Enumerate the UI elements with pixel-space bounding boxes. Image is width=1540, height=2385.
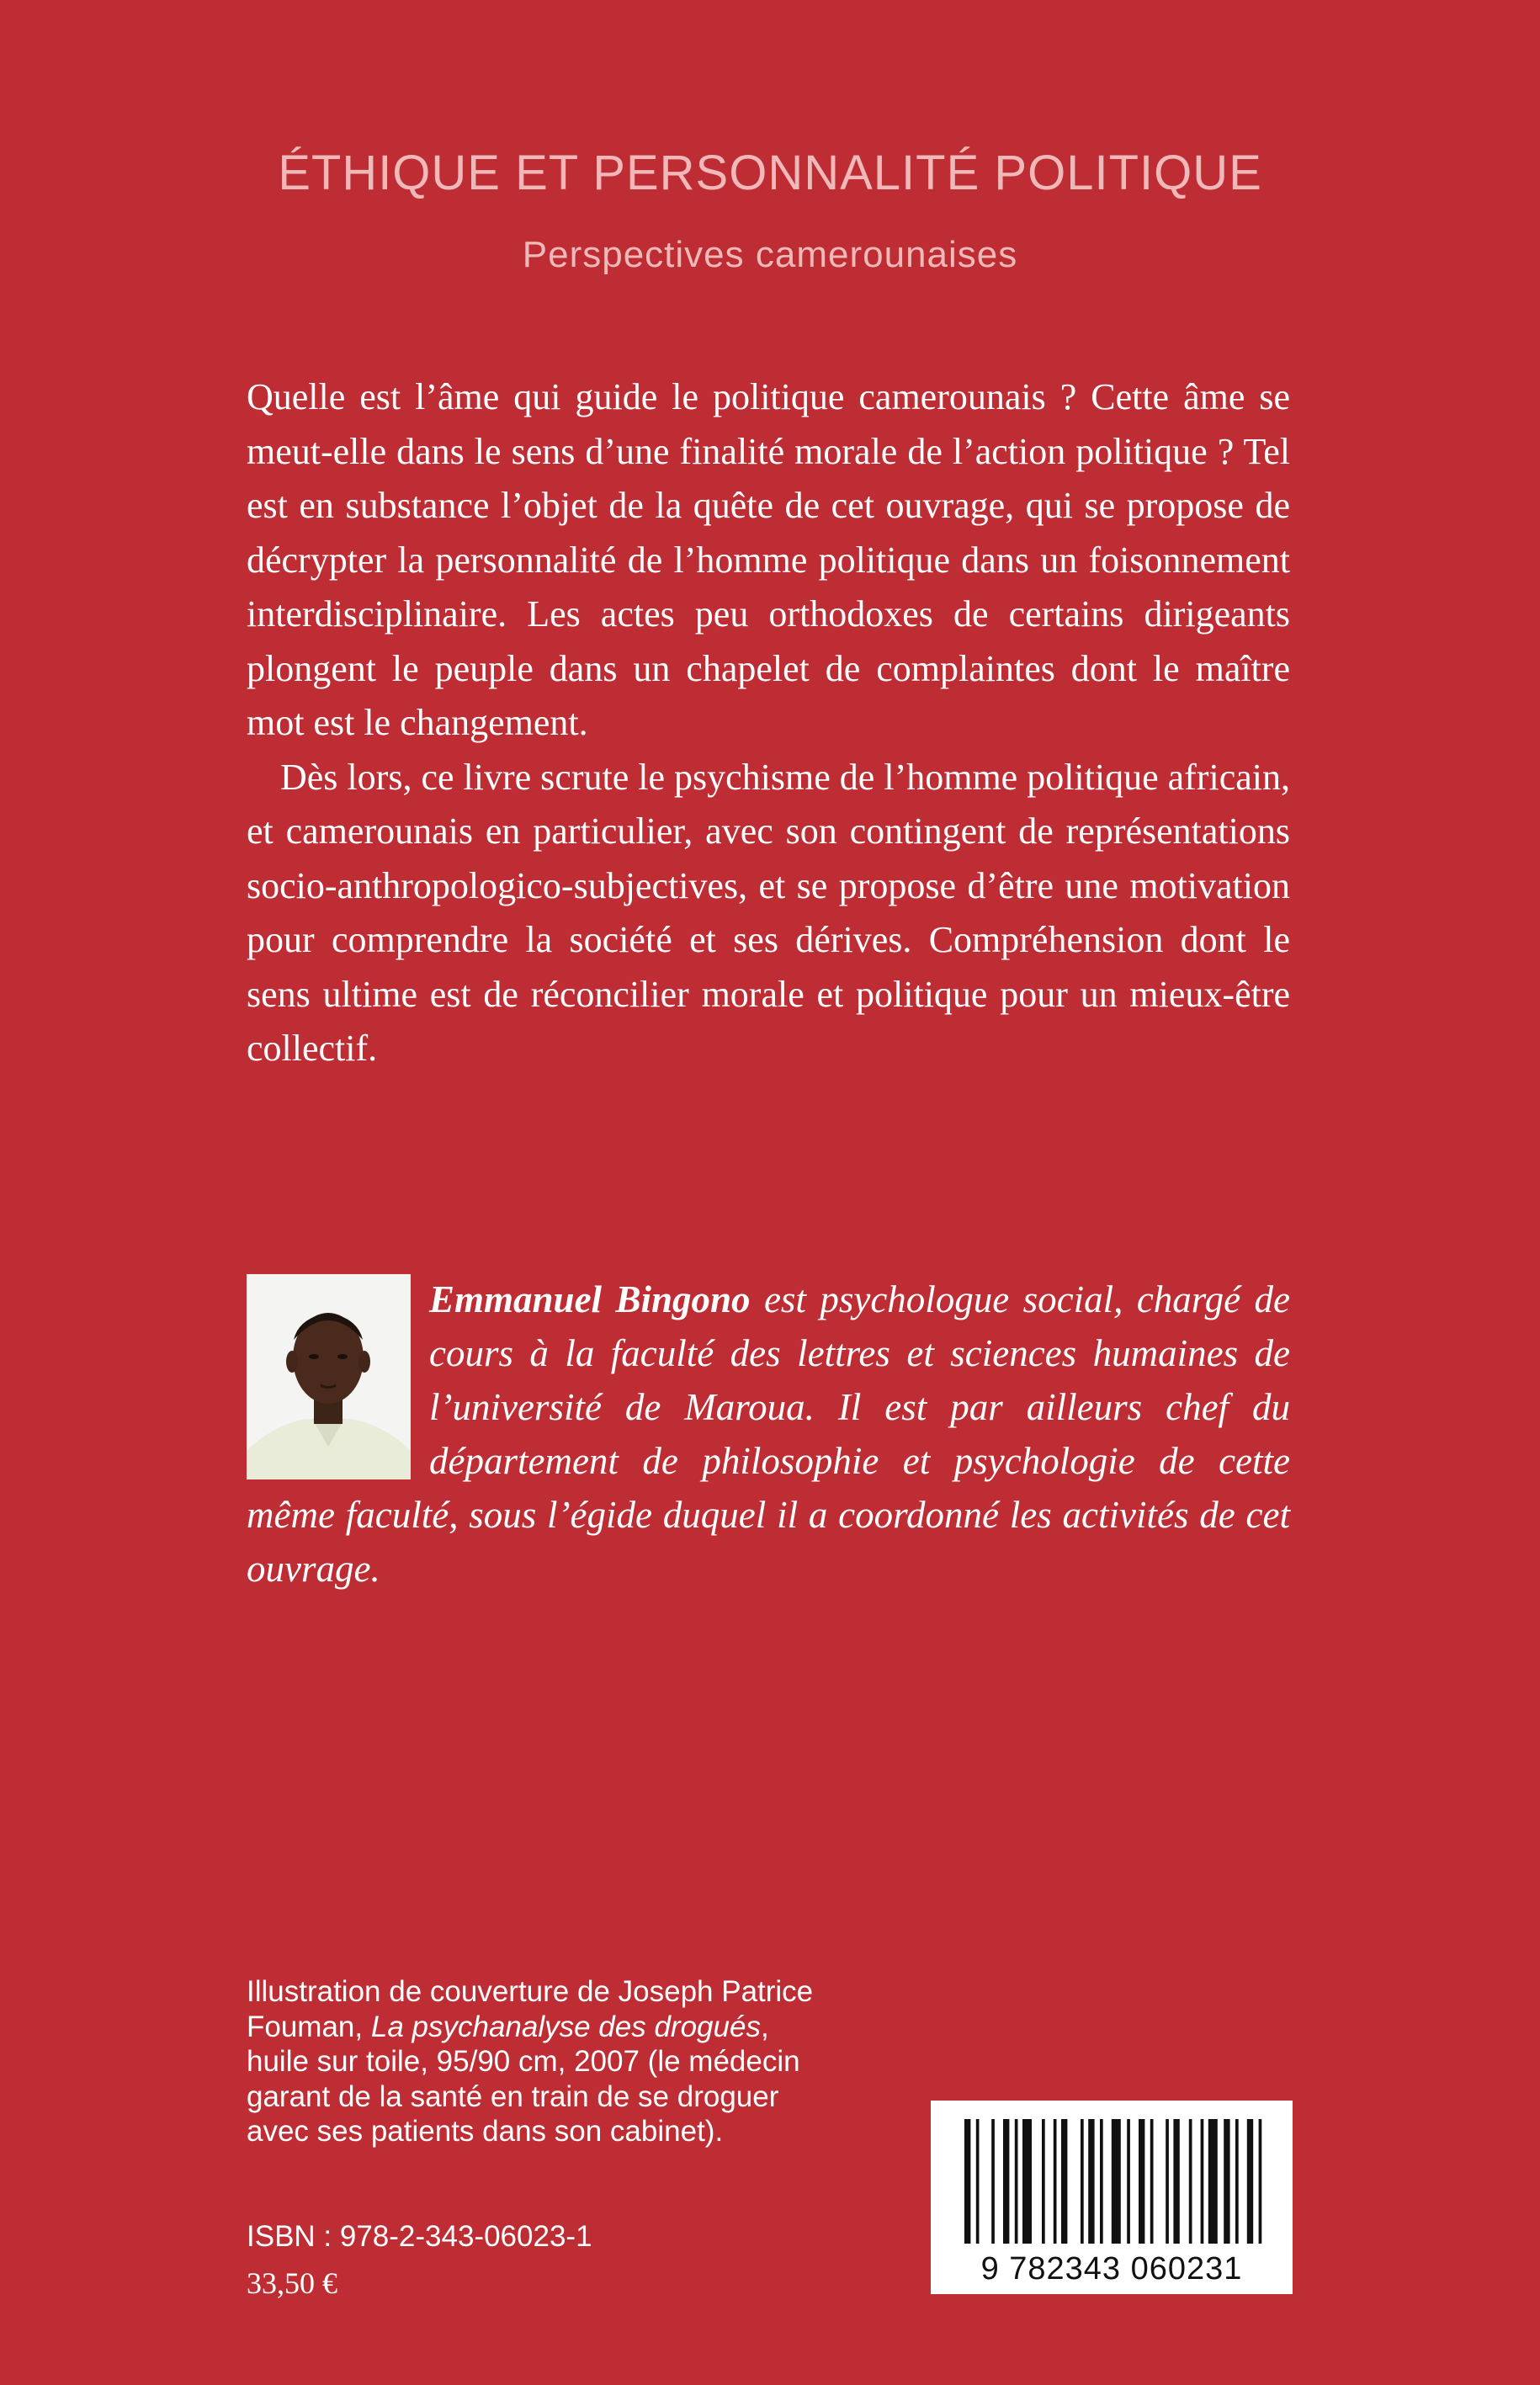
barcode-bar bbox=[1224, 2119, 1229, 2244]
barcode-bar bbox=[1189, 2119, 1192, 2244]
price: 33,50 € bbox=[247, 2266, 337, 2300]
barcode-bar bbox=[1100, 2119, 1103, 2244]
back-cover-summary bbox=[247, 370, 1290, 1076]
barcode-bar bbox=[1003, 2119, 1009, 2244]
book-subtitle: Perspectives camerounaises bbox=[522, 234, 1018, 275]
barcode-bar bbox=[1061, 2119, 1067, 2244]
barcode-bar bbox=[964, 2119, 970, 2244]
barcode-bar bbox=[1112, 2119, 1121, 2244]
author-bio-text: est psychologue social, chargé de cours à la faculté des lettres et sciences humaines de l’université de Maroua. Il est par ailleurs chef du département de philosophie et psychologie de cette même faculté, sous l’égide duquel il a coordonné les activités de cet ouvrage. bbox=[247, 1278, 1290, 1590]
credit-line: avec ses patients dans son cabinet). bbox=[247, 2115, 724, 2148]
barcode-bar bbox=[1042, 2119, 1045, 2244]
credit-line bbox=[247, 2010, 869, 2045]
barcode-bars bbox=[964, 2119, 1261, 2244]
barcode-bar bbox=[1088, 2119, 1094, 2244]
author-photo bbox=[247, 1274, 411, 1479]
barcode-bar bbox=[1015, 2119, 1018, 2244]
barcode-digits: 9 782343 060231 bbox=[980, 2251, 1243, 2287]
book-title: ÉTHIQUE ET PERSONNALITÉ POLITIQUE bbox=[278, 146, 1262, 200]
barcode bbox=[931, 2101, 1293, 2294]
barcode-bar bbox=[1235, 2119, 1239, 2244]
barcode-bar bbox=[1054, 2119, 1057, 2244]
barcode-bar bbox=[1150, 2119, 1154, 2244]
credit-line: garant de la santé en train de se droguer bbox=[247, 2080, 779, 2113]
isbn: ISBN : 978-2-343-06023-1 bbox=[247, 2220, 592, 2253]
barcode-bar bbox=[1247, 2119, 1253, 2244]
barcode-bar bbox=[1201, 2119, 1204, 2244]
barcode-bar bbox=[1022, 2119, 1032, 2244]
summary-paragraph: Quelle est l’âme qui guide le politique camerounais ? Cette âme se meut-elle dans le sens d’une finalité morale de l’action politique ? Tel est en substance l’objet de la quête de cet ouvrage, qui se propose de décrypter la personnalité de l’homme politique dans un foisonnement interdisciplinaire. Les actes peu orthodoxes de certains dirigeants plongent le peuple dans un chapelet de complaintes dont le maître mot est le changement. bbox=[247, 376, 1290, 743]
barcode-bar bbox=[1127, 2119, 1130, 2244]
credit-line-prefix: Fouman, bbox=[247, 2010, 371, 2043]
illustration-credit bbox=[247, 1974, 869, 2149]
author-name: Emmanuel Bingono bbox=[429, 1278, 751, 1320]
barcode-bar bbox=[1208, 2119, 1218, 2244]
credit-line: huile sur toile, 95/90 cm, 2007 (le médecin bbox=[247, 2045, 800, 2078]
author-bio bbox=[247, 1272, 1290, 1596]
artwork-title: La psychanalyse des drogués bbox=[370, 2010, 761, 2043]
barcode-bar bbox=[1139, 2119, 1144, 2244]
barcode-bar bbox=[1081, 2119, 1084, 2244]
barcode-bar bbox=[1259, 2119, 1262, 2244]
credit-line: Illustration de couverture de Joseph Patrice bbox=[247, 1975, 814, 2008]
credit-line-suffix: , bbox=[760, 2010, 769, 2043]
barcode-bar bbox=[1166, 2119, 1169, 2244]
barcode-bar bbox=[1173, 2119, 1179, 2244]
barcode-bar bbox=[976, 2119, 980, 2244]
summary-paragraph: Dès lors, ce livre scrute le psychisme de l’homme politique africain, et camerounais en particulier, avec son contingent de représentations socio-anthropologico-subjectives, et se propose d’être une motivation pour comprendre la société et ses dérives. Compréhension dont le sens ultime est de réconcilier morale et politique pour un mieux-être collectif. bbox=[247, 756, 1290, 1069]
barcode-bar bbox=[991, 2119, 995, 2244]
